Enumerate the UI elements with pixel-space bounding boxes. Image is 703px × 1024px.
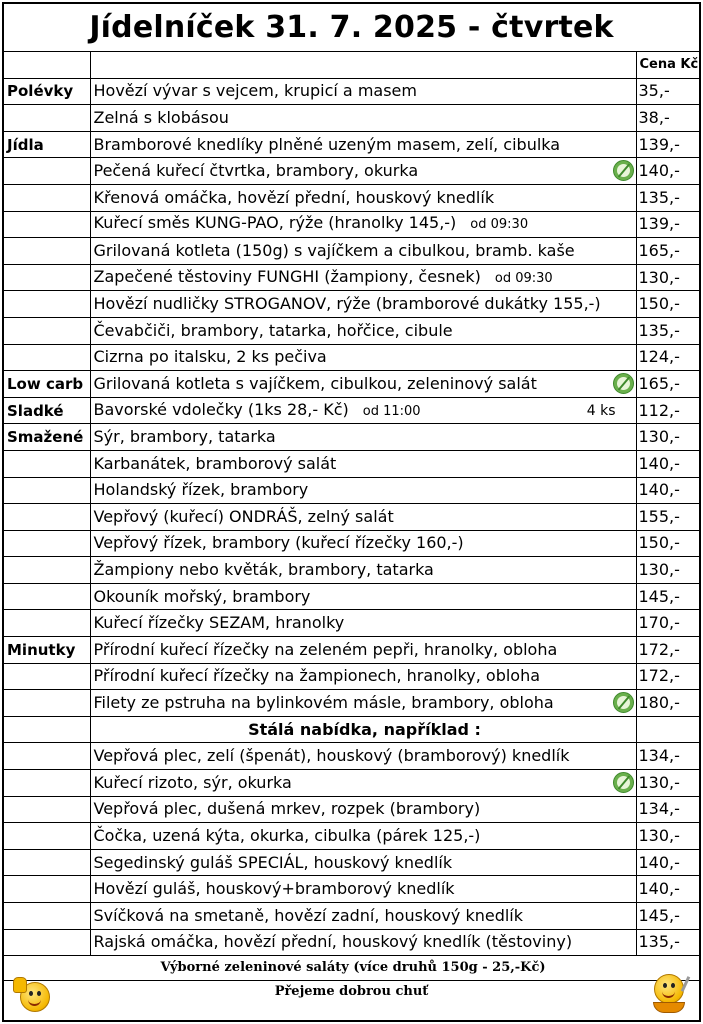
menu-row (4, 610, 699, 637)
dish-name: Čočka, uzená kýta, okurka, cibulka (párek 125,-) (93, 826, 481, 846)
time-note: od 09:30 (470, 217, 529, 233)
price-cell: 112,- (636, 397, 699, 424)
dish-cell (90, 317, 636, 344)
price-cell: 172,- (636, 637, 699, 664)
category-cell (4, 291, 90, 318)
dish-cell (90, 770, 636, 797)
price-cell: 130,- (636, 557, 699, 584)
category-cell (4, 344, 90, 371)
gluten-free-icon (613, 160, 634, 181)
dish-name: Filety ze pstruha na bylinkovém másle, brambory, obloha (93, 693, 554, 713)
category-cell (4, 663, 90, 690)
dish-name: Bavorské vdolečky (1ks 28,- Kč) (93, 399, 349, 419)
dish-cell (90, 264, 636, 291)
standing-row (4, 876, 699, 903)
price-cell: 130,- (636, 770, 699, 797)
menu-row (4, 105, 699, 132)
category-cell (4, 238, 90, 265)
category-cell (4, 690, 90, 717)
price-cell: 170,- (636, 610, 699, 637)
header-category-cell (4, 52, 90, 78)
price-cell: 145,- (636, 583, 699, 610)
menu-table (4, 52, 699, 981)
category-cell (4, 450, 90, 477)
menu-row (4, 211, 699, 238)
dish-name: Hovězí vývar s vejcem, krupicí a masem (93, 81, 417, 101)
dish-cell (90, 743, 636, 770)
category-cell (4, 823, 90, 850)
price-cell: 145,- (636, 903, 699, 930)
dish-name: Zelná s klobásou (93, 107, 229, 127)
menu-row (4, 637, 699, 664)
menu-row (4, 663, 699, 690)
dish-name: Grilovaná kotleta (150g) s vajíčkem a cibulkou, bramb. kaše (93, 240, 575, 260)
dish-cell (90, 184, 636, 211)
menu-row (4, 557, 699, 584)
dish-cell (90, 424, 636, 451)
quantity-note: 4 ks (586, 402, 616, 419)
price-cell: 135,- (636, 929, 699, 956)
dish-cell (90, 557, 636, 584)
dish-name: Grilovaná kotleta s vajíčkem, cibulkou, zeleninový salát (93, 373, 537, 393)
menu-title: Jídelníček 31. 7. 2025 - čtvrtek (4, 4, 699, 52)
time-note: od 11:00 (362, 403, 421, 419)
price-cell: 38,- (636, 105, 699, 132)
dish-cell (90, 583, 636, 610)
dish-cell (90, 158, 636, 185)
dish-name: Okouník mořský, brambory (93, 586, 311, 606)
standing-offer-header: Stálá nabídka, například : (90, 716, 636, 743)
price-cell: 140,- (636, 158, 699, 185)
category-cell (4, 184, 90, 211)
dish-name: Zapečené těstoviny FUNGHI (žampiony, česnek) (93, 266, 481, 286)
category-cell (4, 530, 90, 557)
footer-text: Přejeme dobrou chuť (274, 984, 429, 999)
standing-row (4, 743, 699, 770)
dish-cell (90, 690, 636, 717)
header-dish-cell (90, 52, 636, 78)
price-cell: 140,- (636, 477, 699, 504)
dish-cell (90, 610, 636, 637)
price-cell: 130,- (636, 264, 699, 291)
price-cell: 135,- (636, 317, 699, 344)
price-cell: 124,- (636, 344, 699, 371)
standing-row (4, 929, 699, 956)
dish-cell (90, 238, 636, 265)
category-cell: Minutky (4, 637, 90, 664)
menu-row (4, 184, 699, 211)
price-cell: 135,- (636, 184, 699, 211)
price-cell: 172,- (636, 663, 699, 690)
dish-name: Cizrna po italsku, 2 ks pečiva (93, 347, 327, 367)
price-cell: 139,- (636, 211, 699, 238)
dish-name: Holandský řízek, brambory (93, 480, 309, 500)
dish-cell (90, 450, 636, 477)
dish-name: Rajská omáčka, hovězí přední, houskový knedlík (těstoviny) (93, 932, 573, 952)
dish-name: Kuřecí rizoto, sýr, okurka (93, 772, 292, 792)
menu-row (4, 690, 699, 717)
category-cell (4, 477, 90, 504)
dish-name: Karbanátek, bramborový salát (93, 453, 337, 473)
dish-cell (90, 637, 636, 664)
dish-name: Vepřová plec, zelí (špenát), houskový (bramborový) knedlík (93, 746, 570, 766)
dish-name: Sýr, brambory, tatarka (93, 427, 276, 447)
dish-name: Kuřecí řízečky SEZAM, hranolky (93, 613, 345, 633)
price-cell: 140,- (636, 849, 699, 876)
category-cell (4, 158, 90, 185)
menu-row (4, 583, 699, 610)
price-cell (636, 716, 699, 743)
category-cell (4, 849, 90, 876)
category-cell (4, 796, 90, 823)
standing-header-row (4, 716, 699, 743)
standing-row (4, 770, 699, 797)
dish-name: Přírodní kuřecí řízečky na žampionech, hranolky, obloha (93, 666, 541, 686)
menu-row (4, 317, 699, 344)
dish-name: Přírodní kuřecí řízečky na zeleném pepři, hranolky, obloha (93, 639, 558, 659)
gluten-free-icon (613, 772, 634, 793)
dish-cell (90, 876, 636, 903)
menu-row (4, 477, 699, 504)
eating-smiley-icon (650, 974, 694, 1016)
menu-row (4, 424, 699, 451)
dish-name: Segedinský guláš SPECIÁL, houskový knedlík (93, 852, 453, 872)
category-cell (4, 583, 90, 610)
menu-sheet (2, 2, 701, 1022)
price-cell: 165,- (636, 238, 699, 265)
category-cell (4, 876, 90, 903)
category-cell: Smažené (4, 424, 90, 451)
dish-name: Čevabčiči, brambory, tatarka, hořčice, cibule (93, 320, 453, 340)
gluten-free-icon (613, 373, 634, 394)
category-cell (4, 610, 90, 637)
dish-name: Žampiony nebo květák, brambory, tatarka (93, 560, 434, 580)
dish-cell (90, 663, 636, 690)
category-cell (4, 211, 90, 238)
time-note: od 09:30 (494, 270, 553, 286)
dish-cell (90, 477, 636, 504)
price-cell: 130,- (636, 424, 699, 451)
menu-row (4, 530, 699, 557)
footer (4, 968, 699, 1020)
standing-row (4, 849, 699, 876)
dish-cell (90, 397, 636, 424)
menu-row (4, 238, 699, 265)
menu-row (4, 344, 699, 371)
category-cell: Jídla (4, 131, 90, 158)
dish-cell (90, 291, 636, 318)
dish-cell (90, 849, 636, 876)
category-cell (4, 903, 90, 930)
dish-cell (90, 211, 636, 238)
price-cell: 134,- (636, 796, 699, 823)
category-cell: Sladké (4, 397, 90, 424)
menu-row (4, 78, 699, 105)
standing-row (4, 903, 699, 930)
menu-row (4, 158, 699, 185)
category-cell: Low carb (4, 371, 90, 398)
price-header: Cena Kč (636, 52, 699, 78)
header-row (4, 52, 699, 78)
price-cell: 155,- (636, 504, 699, 531)
menu-row (4, 371, 699, 398)
price-cell: 165,- (636, 371, 699, 398)
price-cell: 140,- (636, 450, 699, 477)
salads-note: Výborné zeleninové saláty (více druhů 150g - 25,-Kč) (4, 956, 699, 981)
price-cell: 35,- (636, 78, 699, 105)
price-cell: 130,- (636, 823, 699, 850)
dish-name: Vepřový (kuřecí) ONDRÁŠ, zelný salát (93, 506, 394, 526)
dish-name: Hovězí nudličky STROGANOV, rýže (bramborové dukátky 155,-) (93, 294, 601, 314)
category-cell (4, 317, 90, 344)
price-cell: 134,- (636, 743, 699, 770)
dish-name: Kuřecí směs KUNG-PAO, rýže (hranolky 145,-) (93, 213, 457, 233)
category-cell (4, 557, 90, 584)
category-cell: Polévky (4, 78, 90, 105)
dish-cell (90, 504, 636, 531)
dish-name: Pečená kuřecí čtvrtka, brambory, okurka (93, 161, 419, 181)
dish-cell (90, 929, 636, 956)
dish-cell (90, 530, 636, 557)
gluten-free-icon (613, 692, 634, 713)
price-cell: 139,- (636, 131, 699, 158)
category-cell (4, 105, 90, 132)
menu-row (4, 264, 699, 291)
category-cell (4, 929, 90, 956)
dish-name: Vepřový řízek, brambory (kuřecí řízečky 160,-) (93, 533, 464, 553)
standing-row (4, 823, 699, 850)
dish-name: Bramborové knedlíky plněné uzeným masem, zelí, cibulka (93, 134, 561, 154)
standing-row (4, 796, 699, 823)
menu-row (4, 504, 699, 531)
dish-cell (90, 78, 636, 105)
menu-row (4, 397, 699, 424)
dish-cell (90, 823, 636, 850)
dish-name: Vepřová plec, dušená mrkev, rozpek (brambory) (93, 799, 481, 819)
dish-name: Křenová omáčka, hovězí přední, houskový knedlík (93, 187, 495, 207)
menu-row (4, 291, 699, 318)
category-cell (4, 743, 90, 770)
dish-cell (90, 796, 636, 823)
dish-cell (90, 105, 636, 132)
menu-row (4, 131, 699, 158)
price-cell: 140,- (636, 876, 699, 903)
price-cell: 150,- (636, 291, 699, 318)
dish-cell (90, 371, 636, 398)
dish-cell (90, 131, 636, 158)
dish-cell (90, 903, 636, 930)
price-cell: 180,- (636, 690, 699, 717)
dish-cell (90, 344, 636, 371)
dish-name: Hovězí guláš, houskový+bramborový knedlík (93, 879, 455, 899)
menu-row (4, 450, 699, 477)
category-cell (4, 504, 90, 531)
price-cell: 150,- (636, 530, 699, 557)
dish-name: Svíčková na smetaně, hovězí zadní, houskový knedlík (93, 905, 524, 925)
category-cell (4, 716, 90, 743)
category-cell (4, 770, 90, 797)
category-cell (4, 264, 90, 291)
